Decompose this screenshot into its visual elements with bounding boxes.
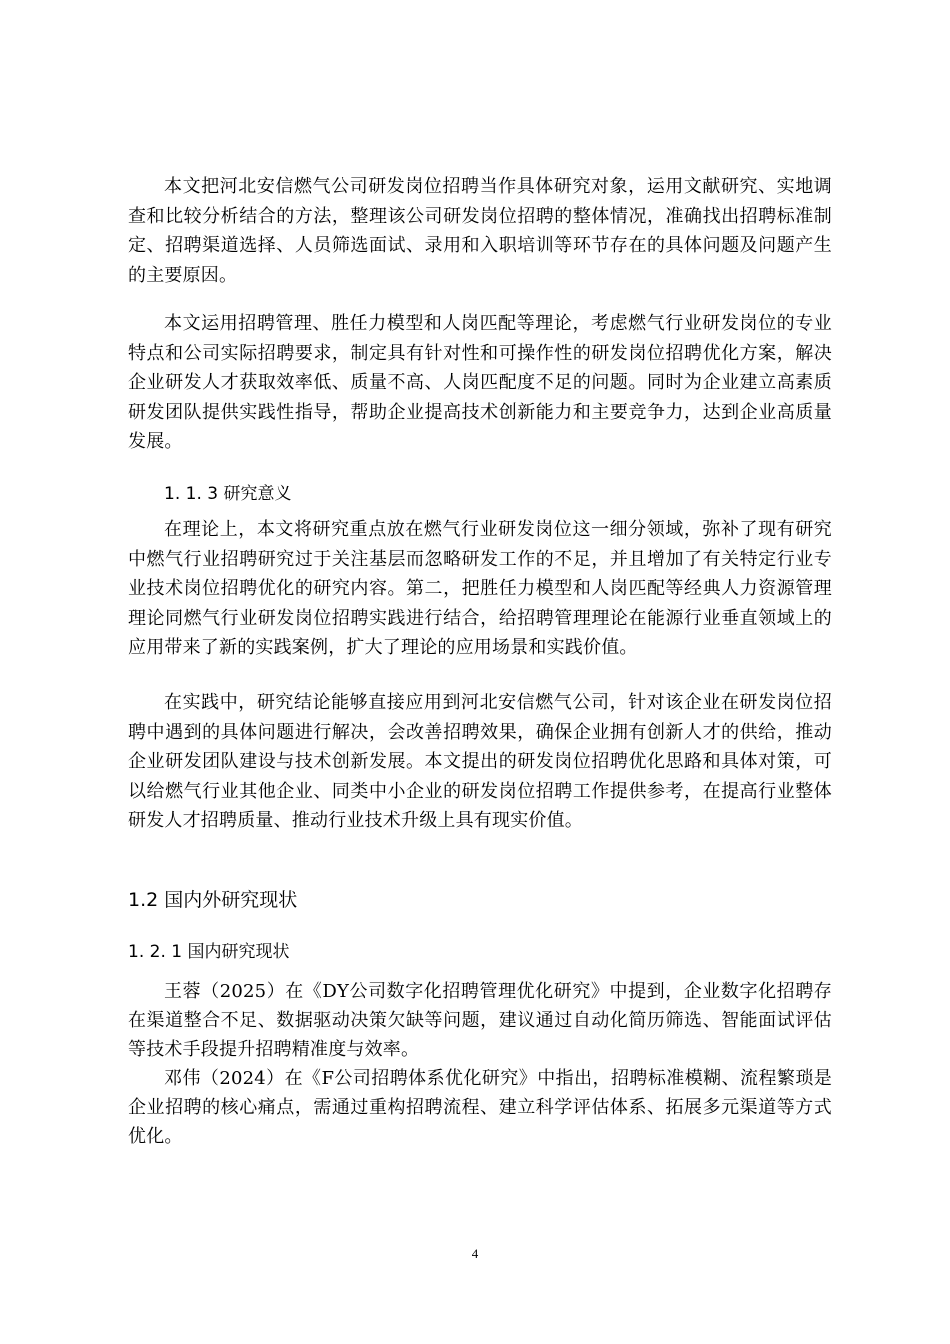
paragraph-research-purpose: 本文运用招聘管理、胜任力模型和人岗匹配等理论，考虑燃气行业研发岗位的专业特点和公司实际招聘要求，制定具有针对性和可操作性的研发岗位招聘优化方案，解决企业研发人才获取效率低、质量不高、人岗匹配度不足的问题。同时为企业建立高素质研发团队提供实践性指导，帮助企业提高技术创新能力和主要竞争力，达到企业高质量发展。 (128, 313, 832, 452)
paragraph-deng-wei-review: 邓伟（2024）在《F公司招聘体系优化研究》中指出，招聘标准模糊、流程繁琐是企业招聘的核心痛点，需通过重构招聘流程、建立科学评估体系、拓展多元渠道等方式优化。 (128, 1068, 832, 1147)
heading-research-significance: 1. 1. 3 研究意义 (164, 484, 292, 504)
paragraph-wang-rong-review: 王蓉（2025）在《DY公司数字化招聘管理优化研究》中提到，企业数字化招聘存在渠道整合不足、数据驱动决策欠缺等问题，建议通过自动化简历筛选、智能面试评估等技术手段提升招聘精准度与效率。 (128, 981, 832, 1060)
paragraph-research-object: 本文把河北安信燃气公司研发岗位招聘当作具体研究对象，运用文献研究、实地调查和比较分析结合的方法，整理该公司研发岗位招聘的整体情况，准确找出招聘标准制定、招聘渠道选择、人员筛选面试、录用和入职培训等环节存在的具体问题及问题产生的主要原因。 (128, 176, 832, 286)
heading-domestic-status: 1. 2. 1 国内研究现状 (128, 942, 290, 962)
paragraph-theoretical-significance: 在理论上，本文将研究重点放在燃气行业研发岗位这一细分领域，弥补了现有研究中燃气行业招聘研究过于关注基层而忽略研发工作的不足，并且增加了有关特定行业专业技术岗位招聘优化的研究内容。第二，把胜任力模型和人岗匹配等经典人力资源管理理论同燃气行业研发岗位招聘实践进行结合，给招聘管理理论在能源行业垂直领域上的应用带来了新的实践案例，扩大了理论的应用场景和实践价值。 (128, 519, 832, 658)
page-number: 4 (471, 1246, 479, 1261)
paragraph-practical-significance: 在实践中，研究结论能够直接应用到河北安信燃气公司，针对该企业在研发岗位招聘中遇到的具体问题进行解决，会改善招聘效果，确保企业拥有创新人才的供给，推动企业研发团队建设与技术创新发展。本文提出的研发岗位招聘优化思路和具体对策，可以给燃气行业其他企业、同类中小企业的研发岗位招聘工作提供参考，在提高行业整体研发人才招聘质量、推动行业技术升级上具有现实价值。 (128, 692, 832, 831)
heading-research-status: 1.2 国内外研究现状 (128, 889, 298, 911)
